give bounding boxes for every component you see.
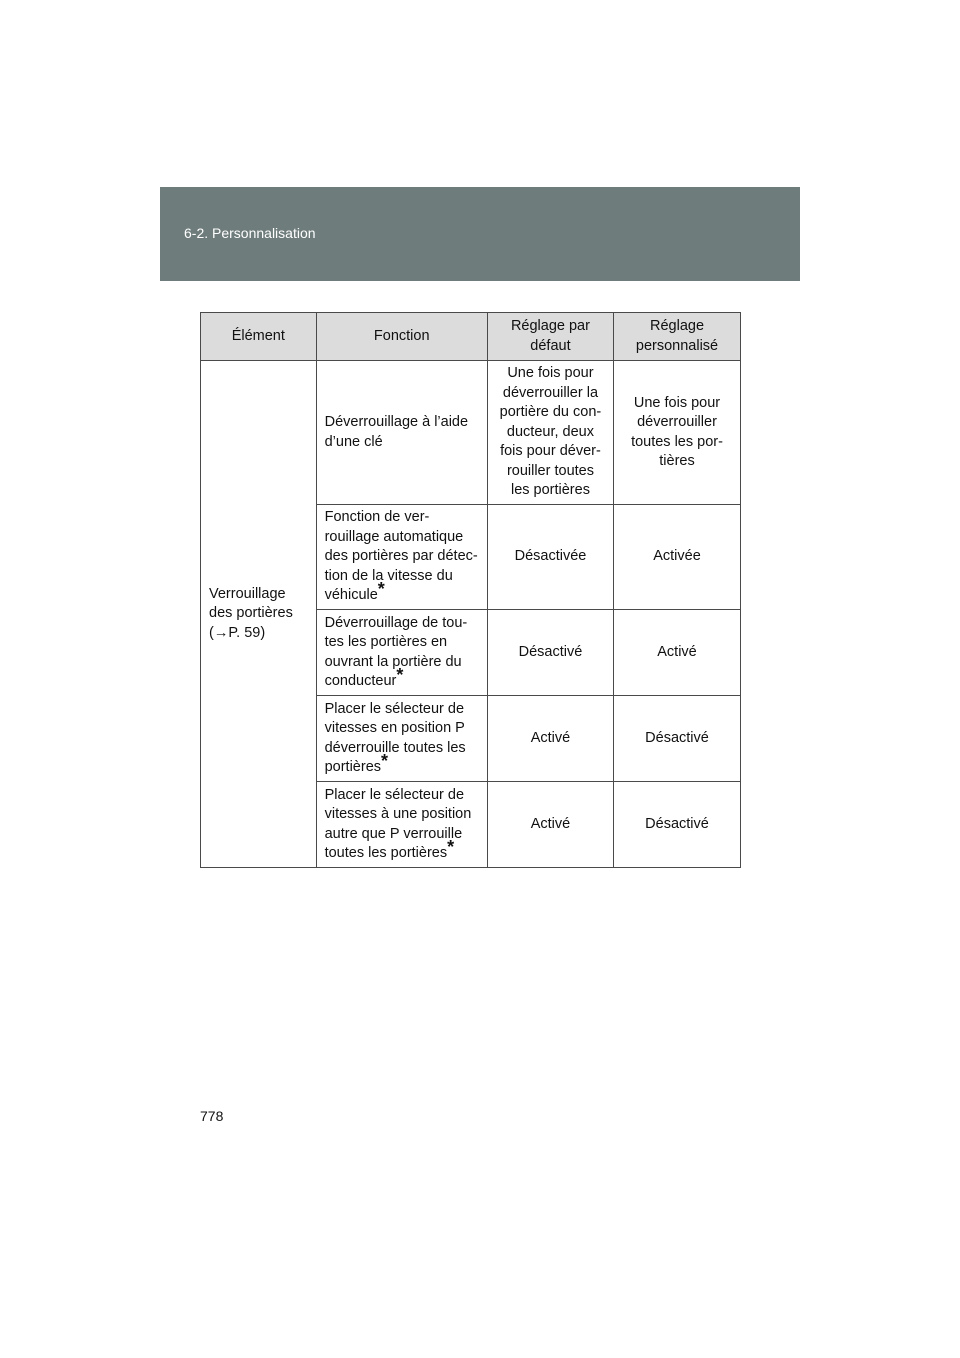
function-cell bbox=[316, 696, 487, 782]
footnote-marker: * bbox=[377, 579, 385, 600]
function-cell bbox=[316, 361, 487, 505]
default-cell: Activé bbox=[487, 782, 613, 868]
default-cell: Désactivé bbox=[487, 610, 613, 696]
function-text: Déverrouillage à l’aide d’une clé bbox=[324, 414, 469, 450]
custom-cell: Activée bbox=[614, 505, 741, 610]
page-number: 778 bbox=[200, 1108, 224, 1124]
column-header-function: Fonction bbox=[316, 313, 487, 361]
default-cell: Une fois pour déverrouiller la portière du con- ducteur, deux fois pour déver- rouiller toutes les portières bbox=[487, 361, 613, 505]
function-text: Déverrouillage de tou- tes les portières en ouvrant la portière du conducteur bbox=[324, 614, 468, 689]
function-text: Placer le sélecteur de vitesses à une position autre que P verrouille toutes les portières bbox=[324, 786, 472, 861]
table-header-row bbox=[201, 313, 741, 361]
custom-cell: Désactivé bbox=[614, 782, 741, 868]
default-cell: Désactivée bbox=[487, 505, 613, 610]
function-cell bbox=[316, 610, 487, 696]
footnote-marker: * bbox=[396, 665, 404, 685]
function-text: Placer le sélecteur de vitesses en position P déverrouille toutes les portières bbox=[324, 700, 466, 775]
column-header-default: Réglage par défaut bbox=[487, 313, 613, 361]
custom-cell: Désactivé bbox=[614, 696, 741, 782]
custom-cell: Activé bbox=[614, 610, 741, 696]
default-cell: Activé bbox=[487, 696, 613, 782]
section-title: 6-2. Personnalisation bbox=[184, 225, 316, 241]
settings-table bbox=[200, 312, 741, 868]
item-cell: Verrouillage des portières (→P. 59) bbox=[201, 361, 317, 868]
function-text: Fonction de ver- rouillage automatique des portières par détec- tion de la vitesse du véhicule bbox=[324, 509, 478, 604]
function-cell bbox=[316, 782, 487, 868]
column-header-element: Élément bbox=[201, 313, 317, 361]
table-row bbox=[201, 361, 741, 505]
custom-cell: Une fois pour déverrouiller toutes les por- tières bbox=[614, 361, 741, 505]
column-header-custom: Réglage personnalisé bbox=[614, 313, 741, 361]
section-header bbox=[160, 187, 800, 281]
function-cell bbox=[316, 505, 487, 610]
footnote-marker: * bbox=[447, 837, 455, 857]
footnote-marker: * bbox=[381, 751, 389, 771]
